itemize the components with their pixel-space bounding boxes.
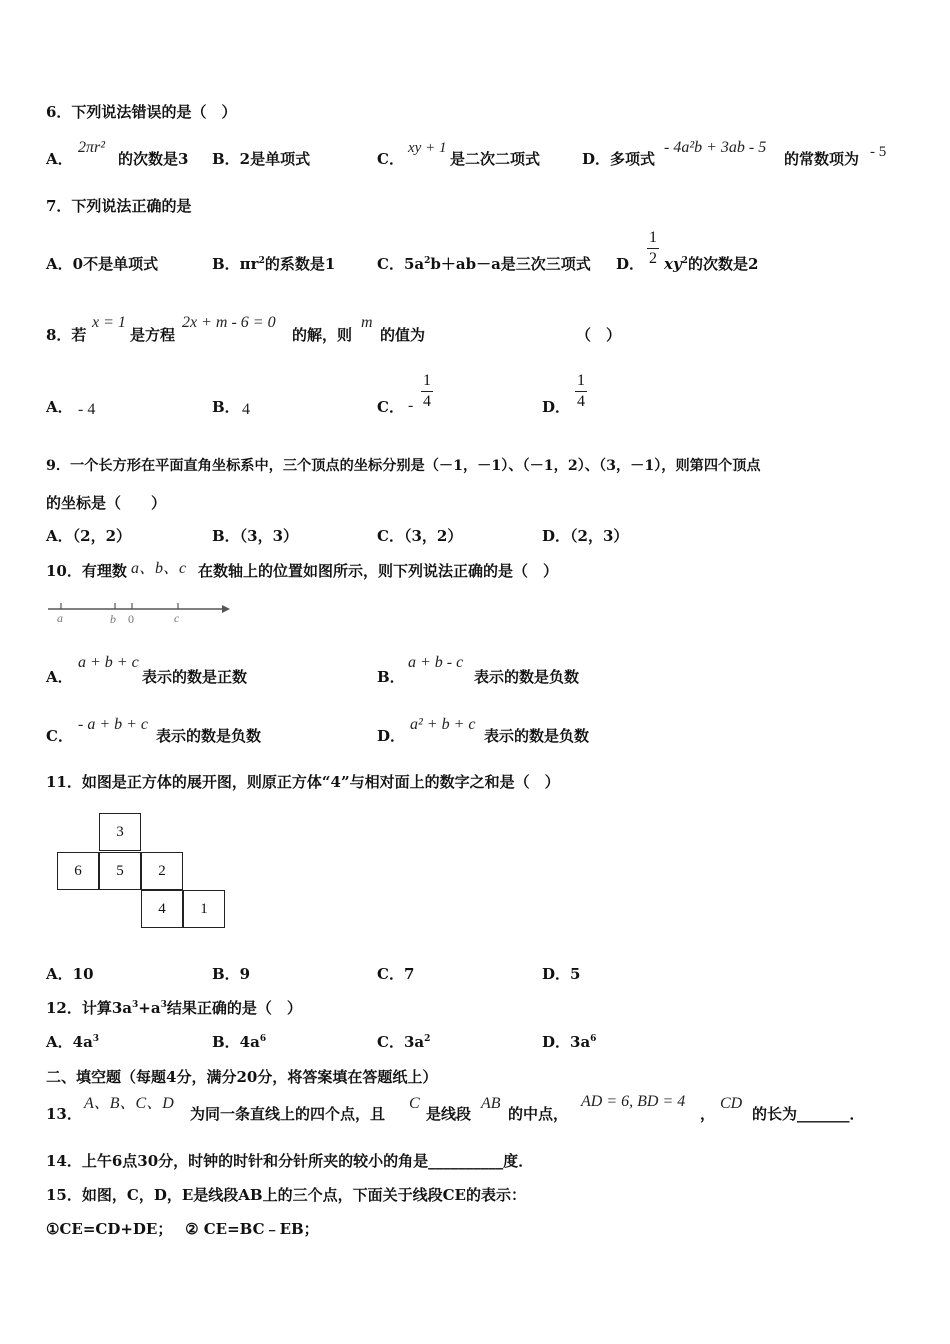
- q8-option-c-denominator: 4: [423, 393, 431, 410]
- net-cell-5: 5: [99, 852, 141, 890]
- q6-option-a-math: 2πr²: [78, 139, 106, 156]
- q8-option-b-label: B．: [212, 398, 240, 416]
- q7-option-c-pre: C．5a: [377, 255, 425, 273]
- q13-math-ab: AB: [481, 1095, 501, 1112]
- q12-option-d-exp: 6: [590, 1034, 597, 1044]
- q13-text-2: 是线段: [426, 1105, 472, 1123]
- q7-option-d-var: xy: [664, 255, 682, 273]
- q6-option-d-value: - 5: [870, 144, 887, 160]
- q7-option-d-numerator: 1: [649, 229, 657, 246]
- q8-option-b-value: 4: [242, 401, 250, 418]
- q6-option-d-label: D．多项式: [582, 150, 656, 168]
- q7-option-c-post: 是三次三项式: [500, 255, 591, 273]
- q11-option-c: C．7: [377, 965, 415, 983]
- q7-option-d-fraction: [646, 229, 660, 268]
- q7-option-c-mid: b＋ab－a: [430, 255, 501, 273]
- q10-option-d-label: D．: [377, 727, 406, 745]
- q13-text-4: ，: [700, 1105, 716, 1123]
- q12-option-d: [542, 1033, 596, 1051]
- q7-option-d-post: 的次数是2: [687, 255, 759, 273]
- q9-stem-line1: 9．一个长方形在平面直角坐标系中，三个顶点的坐标分别是（－1，－1）、（－1，2）、（3，－1），则第四个顶点: [46, 458, 761, 474]
- q12-stem-exp-2: 3: [160, 1000, 167, 1010]
- q12-option-b-exp: 6: [259, 1034, 267, 1044]
- q11-option-d: D．5: [542, 965, 581, 983]
- q12-option-c-exp: 2: [424, 1034, 431, 1044]
- q8-text-2: 的解，则: [292, 326, 353, 344]
- q8-math-m: m: [361, 314, 373, 331]
- q7-option-d-denominator: 2: [649, 250, 657, 267]
- q10-option-b-label: B．: [377, 668, 405, 686]
- q12-stem-mid: +a: [138, 999, 161, 1017]
- q9-option-a: A．（2，2）: [46, 527, 132, 545]
- q12-option-b-base: B．4a: [212, 1033, 260, 1051]
- q6-option-c-label: C．: [377, 150, 404, 168]
- q12-stem-exp-1: 3: [132, 1000, 139, 1010]
- q8-math-equation: 2x + m - 6 = 0: [182, 314, 276, 331]
- q13-text-5: 的长为_______．: [752, 1105, 865, 1123]
- q8-option-c-numerator: 1: [423, 372, 431, 389]
- q8-option-d-fraction: [574, 372, 588, 411]
- q13-text-1: 为同一条直线上的四个点，且: [190, 1105, 386, 1123]
- number-line-label-zero: 0: [128, 612, 134, 626]
- q12-option-a: [46, 1033, 99, 1051]
- q12-option-b: [212, 1033, 266, 1051]
- net-cell-6: 6: [57, 852, 99, 890]
- q7-option-b-pre: B．πr: [212, 255, 259, 273]
- q10-vars: a、b、c: [131, 560, 187, 577]
- q12-stem-post: 结果正确的是（ ）: [166, 999, 302, 1017]
- q8-option-a-value: - 4: [78, 401, 96, 418]
- q11-option-a: A．10: [46, 965, 94, 983]
- q8-option-c-fraction: [420, 372, 434, 411]
- q10-option-c-math: - a + b + c: [78, 716, 149, 733]
- q12-option-a-exp: 3: [92, 1034, 100, 1044]
- number-line-label-b: b: [110, 612, 116, 626]
- q8-answer-paren: （ ）: [576, 326, 622, 344]
- q12-option-c: [377, 1033, 430, 1051]
- q8-text-3: 的值为: [380, 326, 426, 344]
- q6-option-c-math: xy + 1: [408, 140, 447, 156]
- q8-option-a-label: A．: [46, 398, 73, 416]
- q10-option-b-math: a + b - c: [408, 654, 464, 671]
- net-cell-3: 3: [99, 813, 141, 851]
- q12-stem-pre: 12．计算3a: [46, 999, 133, 1017]
- q12-option-c-base: C．3a: [377, 1033, 425, 1051]
- q10-pre: 10．有理数: [46, 562, 127, 580]
- q11-stem: 11．如图是正方体的展开图，则原正方体“4”与相对面上的数字之和是（ ）: [46, 773, 560, 791]
- q8-option-d-denominator: 4: [577, 393, 585, 410]
- number-line-label-c: c: [174, 611, 180, 625]
- q7-option-b-post: 的系数是1: [264, 255, 336, 273]
- q9-option-b: B．（3，3）: [212, 527, 299, 545]
- q9-stem-line2: 的坐标是（ ）: [46, 494, 167, 512]
- net-cell-1: 1: [183, 890, 225, 928]
- q10-post: 在数轴上的位置如图所示，则下列说法正确的是（ ）: [198, 562, 559, 580]
- q7-option-a: A．0不是单项式: [46, 255, 159, 273]
- q9-option-c: C．（3，2）: [377, 527, 463, 545]
- q10-option-d-math: a² + b + c: [410, 716, 476, 733]
- q10-option-c-text: 表示的数是负数: [156, 727, 262, 745]
- q10-option-a-label: A．: [46, 668, 73, 686]
- q6-stem: 6．下列说法错误的是（ ）: [46, 103, 237, 121]
- q13-math-lengths: AD = 6, BD = 4: [581, 1093, 686, 1110]
- q12-option-d-base: D．3a: [542, 1033, 591, 1051]
- q8-math-x: x = 1: [92, 314, 126, 331]
- q8-option-c-sign: -: [408, 397, 414, 414]
- q15-items: ①CE=CD+DE； ② CE=BC﹣EB；: [46, 1220, 319, 1238]
- q10-option-d-text: 表示的数是负数: [484, 727, 590, 745]
- net-cell-2: 2: [141, 852, 183, 890]
- q7-stem: 7．下列说法正确的是: [46, 197, 192, 215]
- q6-option-c-text: 是二次二项式: [450, 150, 541, 168]
- q8-pre: 8．若: [46, 326, 87, 344]
- q13-text-3: 的中点，: [508, 1105, 569, 1123]
- q8-text-1: 是方程: [130, 326, 176, 344]
- section-2-heading: 二、填空题（每题4分，满分20分，将答案填在答题纸上）: [46, 1068, 438, 1086]
- q13-math-cd: CD: [720, 1095, 743, 1112]
- q13-math-points: A、B、C、D: [84, 1095, 174, 1112]
- q6-option-d-text: 的常数项为: [784, 150, 860, 168]
- q11-option-b: B．9: [212, 965, 251, 983]
- q14-text: 14．上午6点30分，时钟的时针和分针所夹的较小的角是__________度．: [46, 1152, 534, 1170]
- q10-option-b-text: 表示的数是负数: [474, 668, 580, 686]
- q7-option-c: C．$5a^2b+ab-a$是三次三项式: [377, 255, 591, 273]
- q12-option-a-base: A．4a: [46, 1033, 93, 1051]
- q7-option-b: B．$\pi r^2$的系数是1: [212, 255, 336, 273]
- q7-option-d-text: $xy^2$的次数是2: [664, 255, 759, 273]
- q8-option-d-label: D．: [542, 398, 571, 416]
- q10-option-c-label: C．: [46, 727, 73, 745]
- q10-option-a-math: a + b + c: [78, 654, 139, 671]
- q9-option-d: D．（2，3）: [542, 527, 629, 545]
- q6-option-a-label: A．: [46, 150, 73, 168]
- q10-number-line: [44, 598, 234, 628]
- q10-option-a-text: 表示的数是正数: [142, 668, 248, 686]
- q7-option-d-label: D．: [616, 255, 645, 273]
- q6-option-b: B．2是单项式: [212, 150, 311, 168]
- net-cell-4: 4: [141, 890, 183, 928]
- q13-math-c: C: [409, 1095, 420, 1112]
- q6-option-a-text: 的次数是3: [118, 150, 189, 168]
- q12-stem: [46, 999, 302, 1017]
- q6-option-d-math: - 4a²b + 3ab - 5: [664, 139, 767, 156]
- q13-number: 13．: [46, 1105, 82, 1123]
- q8-option-c-label: C．: [377, 398, 404, 416]
- number-line-label-a: a: [57, 611, 63, 625]
- q8-option-d-numerator: 1: [577, 372, 585, 389]
- q15-stem: 15．如图，C，D，E是线段AB上的三个点，下面关于线段CE的表示：: [46, 1186, 526, 1204]
